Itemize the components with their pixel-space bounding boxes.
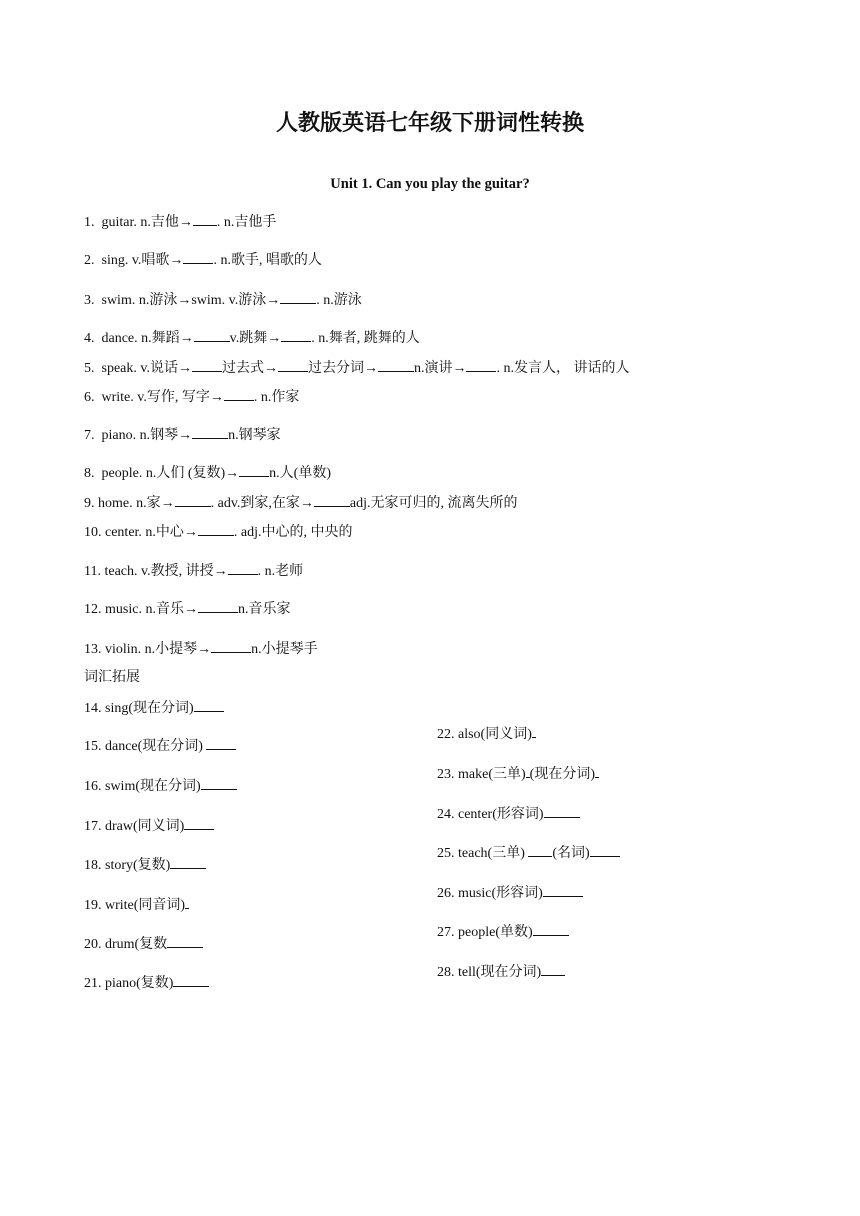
item-text: story(复数)	[105, 858, 171, 873]
item-number: 25.	[437, 846, 455, 861]
expansion-item-26	[437, 884, 583, 903]
answer-blank[interactable]	[170, 856, 206, 869]
answer-blank[interactable]	[201, 777, 237, 790]
item-number: 20.	[84, 937, 102, 952]
item-text: (名词)	[552, 846, 590, 861]
answer-blank[interactable]	[175, 494, 211, 507]
item-number: 24.	[437, 807, 455, 822]
item-text: music. n.音乐→	[105, 602, 198, 617]
answer-blank[interactable]	[466, 359, 496, 372]
exercise-item-2	[84, 251, 322, 270]
item-text: . adv.到家,在家→	[210, 496, 314, 511]
item-text: adj.无家可归的, 流离失所的	[349, 496, 518, 511]
exercise-item-11	[84, 562, 303, 581]
unit-title: Unit 1. Can you play the guitar?	[330, 176, 530, 192]
answer-blank[interactable]	[543, 884, 583, 897]
answer-blank[interactable]	[173, 974, 209, 987]
exercise-item-8	[84, 464, 331, 483]
item-text: piano. n.钢琴→	[101, 428, 193, 443]
expansion-item-23	[437, 765, 599, 784]
expansion-item-19	[84, 896, 189, 915]
expansion-item-15	[84, 737, 236, 756]
item-text: write(同音词)	[105, 898, 186, 913]
expansion-item-14	[84, 699, 224, 718]
answer-blank[interactable]	[192, 426, 228, 439]
item-number: 16.	[84, 779, 102, 794]
exercise-item-4	[84, 329, 420, 348]
answer-blank[interactable]	[206, 737, 236, 750]
item-text: n.小提琴手	[251, 642, 318, 657]
item-text: guitar. n.吉他→	[101, 215, 193, 230]
item-text: drum(复数	[105, 937, 168, 952]
exercise-item-10	[84, 523, 353, 542]
answer-blank[interactable]	[167, 935, 203, 948]
item-text: . n.舞者, 跳舞的人	[311, 331, 420, 346]
item-text: people(单数)	[458, 925, 533, 940]
item-number: 27.	[437, 925, 455, 940]
exercise-item-13	[84, 640, 318, 659]
exercise-item-12	[84, 600, 290, 619]
answer-blank[interactable]	[198, 600, 238, 613]
exercise-item-3	[84, 291, 362, 310]
exercise-item-6	[84, 388, 299, 407]
answer-blank[interactable]	[314, 494, 350, 507]
answer-blank[interactable]	[224, 388, 254, 401]
item-text: swim. n.游泳→swim. v.游泳→	[101, 293, 281, 308]
item-text: n.演讲→	[413, 361, 467, 376]
item-text: home. n.家→	[98, 496, 175, 511]
item-number: 5.	[84, 361, 95, 376]
item-number: 28.	[437, 965, 455, 980]
answer-blank[interactable]	[533, 923, 569, 936]
answer-blank[interactable]	[192, 359, 222, 372]
item-text: dance(现在分词)	[105, 739, 207, 754]
answer-blank[interactable]	[280, 291, 316, 304]
expansion-item-20	[84, 935, 203, 954]
item-text: 过去分词→	[307, 361, 378, 376]
item-text: n.人(单数)	[269, 466, 331, 481]
item-text: dance. n.舞蹈→	[101, 331, 194, 346]
answer-blank[interactable]	[595, 765, 599, 778]
item-number: 12.	[84, 602, 102, 617]
answer-blank[interactable]	[211, 640, 251, 653]
item-number: 8.	[84, 466, 95, 481]
exercise-item-5	[84, 359, 629, 378]
item-text: piano(复数)	[105, 976, 174, 991]
answer-blank[interactable]	[281, 329, 311, 342]
item-text: 过去式→	[221, 361, 278, 376]
item-text: sing(现在分词)	[105, 701, 194, 716]
item-number: 1.	[84, 215, 95, 230]
expansion-item-24	[437, 805, 580, 824]
item-number: 17.	[84, 819, 102, 834]
item-text: draw(同义词)	[105, 819, 185, 834]
answer-blank[interactable]	[183, 251, 213, 264]
item-number: 6.	[84, 390, 95, 405]
item-number: 7.	[84, 428, 95, 443]
exercise-item-1	[84, 213, 276, 232]
item-number: 2.	[84, 253, 95, 268]
answer-blank[interactable]	[194, 699, 224, 712]
answer-blank[interactable]	[544, 805, 580, 818]
answer-blank[interactable]	[532, 725, 536, 738]
item-text: music(形容词)	[458, 886, 543, 901]
item-number: 14.	[84, 701, 102, 716]
expansion-item-16	[84, 777, 237, 796]
item-number: 18.	[84, 858, 102, 873]
item-text: . adj.中心的, 中央的	[233, 525, 353, 540]
expansion-item-27	[437, 923, 569, 942]
item-text: teach. v.教授, 讲授→	[104, 564, 228, 579]
item-number: 19.	[84, 898, 102, 913]
item-text: center(形容词)	[458, 807, 544, 822]
expansion-item-22	[437, 725, 536, 744]
item-text: make(三单)	[458, 767, 526, 782]
item-number: 9.	[84, 496, 95, 511]
item-number: 3.	[84, 293, 95, 308]
item-text: teach(三单)	[458, 846, 529, 861]
item-text: swim(现在分词)	[105, 779, 201, 794]
item-text: . n.歌手, 唱歌的人	[213, 253, 322, 268]
answer-blank[interactable]	[185, 896, 189, 909]
answer-blank[interactable]	[194, 329, 230, 342]
document-title: 人教版英语七年级下册词性转换	[275, 111, 584, 136]
answer-blank[interactable]	[590, 844, 620, 857]
item-text: people. n.人们 (复数)→	[101, 466, 240, 481]
answer-blank[interactable]	[239, 464, 269, 477]
item-number: 13.	[84, 642, 102, 657]
exercise-item-7	[84, 426, 281, 445]
item-text: v.跳舞→	[229, 331, 282, 346]
item-number: 15.	[84, 739, 102, 754]
item-text: . n.吉他手	[216, 215, 277, 230]
expansion-item-17	[84, 817, 214, 836]
item-text: n.钢琴家	[228, 428, 281, 443]
answer-blank[interactable]	[198, 523, 234, 536]
expansion-item-21	[84, 974, 209, 993]
item-text: center. n.中心→	[105, 525, 198, 540]
answer-blank[interactable]	[278, 359, 308, 372]
answer-blank[interactable]	[528, 844, 552, 857]
expansion-item-18	[84, 856, 206, 875]
item-number: 11.	[84, 564, 101, 579]
expansion-item-28	[437, 963, 565, 982]
item-text: . n.游泳	[316, 293, 362, 308]
item-number: 23.	[437, 767, 455, 782]
exercise-item-9	[84, 494, 518, 513]
item-number: 10.	[84, 525, 102, 540]
answer-blank[interactable]	[378, 359, 414, 372]
item-text: tell(现在分词)	[458, 965, 542, 980]
item-number: 21.	[84, 976, 102, 991]
item-text: write. v.写作, 写字→	[101, 390, 224, 405]
item-number: 26.	[437, 886, 455, 901]
section-label: 词汇拓展	[84, 670, 140, 685]
item-text: . n.老师	[257, 564, 304, 579]
item-text: also(同义词)	[458, 727, 532, 742]
answer-blank[interactable]	[193, 213, 217, 226]
item-text: . n.作家	[253, 390, 300, 405]
item-text: n.音乐家	[237, 602, 291, 617]
expansion-item-25	[437, 844, 620, 863]
item-text: violin. n.小提琴→	[105, 642, 212, 657]
item-text: (现在分词)	[529, 767, 595, 782]
answer-blank[interactable]	[228, 562, 258, 575]
item-number: 4.	[84, 331, 95, 346]
item-text: speak. v.说话→	[101, 361, 192, 376]
item-text: sing. v.唱歌→	[101, 253, 184, 268]
item-text: . n.发言人， 讲话的人	[496, 361, 630, 376]
item-number: 22.	[437, 727, 455, 742]
answer-blank[interactable]	[541, 963, 565, 976]
answer-blank[interactable]	[184, 817, 214, 830]
